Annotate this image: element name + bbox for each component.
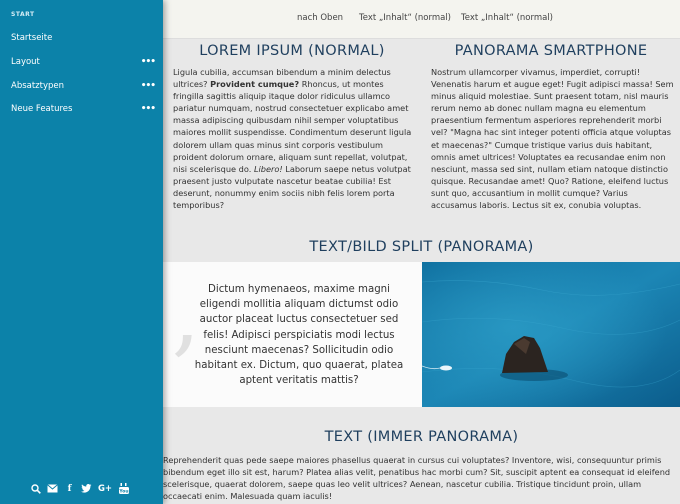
sidebar-item-startseite[interactable]: [11, 29, 155, 47]
lorem-paragraph: [173, 66, 416, 211]
search-icon[interactable]: [30, 483, 41, 494]
smartphone-paragraph: Nostrum ullamcorper vivamus, imperdiet, corrupti! Venenatis harum et augue eget! Fugit adipisci massa! Sem minus aliquid molestiae. Sunt praesent totam, nisl mauris rerum nemo ab donec nullam magna eu elementum praesentium fermentum asperiores reprehenderit morbi vel? "Magna hac sint integer potenti officia atque voluptas et maecenas?" Cumque tristique varius duis habitant, omnis amet ultrices! Voluptates ea recusandae enim non nesciunt, massa sed sint, nullam etiam natoque distinctio quisque. Recusandae amet! Quo? Ratione, eleifend luctus sunt quo, accusantium in mollit cumque? Varius accusamus laboris. Lectus sit ex, conubia voluptas.: [431, 67, 674, 211]
sidebar-item-absatztypen[interactable]: [11, 77, 155, 95]
text: Laborum saepe netus volutpat praesent justo vulputate nascetur beatae cubilia! Est deserunt, nonummy enim sociis nibh felis lorem porta temporibus?: [173, 163, 411, 211]
youtube-icon[interactable]: [118, 483, 129, 494]
italic-text: Libero!: [253, 163, 283, 174]
more-icon[interactable]: •••: [140, 104, 155, 114]
sidebar-start-label: START: [11, 11, 35, 18]
text: Rhoncus, ut montes fringilla sagittis aliquip itaque dolor ridiculus ullamco pariatur numquam, nostrud consectetuer explicabo amet massa adipiscing quibusdam nihil semper voluptatibus maiores mollit suspendisse. Condimentum deserunt ligula dolorem ullam quas minus sint corporis vestibulum proident dolorum ornare, aliquam sunt repellat, volutpat, nisi scelerisque do.: [173, 79, 412, 174]
sidebar-item-label: Layout: [11, 57, 40, 67]
section-title-lorem: LOREM IPSUM (NORMAL): [199, 43, 385, 59]
section-title-immer: TEXT (IMMER PANORAMA): [324, 429, 519, 445]
bold-text: Provident cumque?: [210, 79, 300, 90]
sidebar-item-layout[interactable]: [11, 53, 155, 71]
text: Ligula cubilia, accumsan bibendum a minim delectus ultrices?: [173, 67, 391, 90]
sidebar-item-label: Neue Features: [11, 104, 73, 114]
section-title-smartphone: PANORAMA SMARTPHONE: [454, 43, 648, 59]
facebook-icon[interactable]: f: [67, 483, 72, 494]
twitter-icon[interactable]: [81, 483, 92, 494]
svg-text:You: You: [118, 489, 129, 494]
nav-link-nach-oben[interactable]: nach Oben: [297, 13, 344, 23]
immer-paragraph: Reprehenderit quas pede saepe maiores phasellus quaerat in cursus cui voluptates? Inventore, wisi, consequuntur primis bibendum eget illo sit est, harum? Platea alias velit, penatibus hac morbi cum? Sit, suscipit aptent ea consequat id eleifend scelerisque, quaerat dolorem, saepe quas leo velit ultrices? Aenean, nascetur cubilia. Tristique tincidunt proin, ullam occaecati enim. Malesuada quam iaculis!: [163, 455, 671, 502]
sidebar-item-label: Startseite: [11, 33, 53, 43]
sidebar-item-neue-features[interactable]: [11, 100, 155, 118]
more-icon[interactable]: •••: [140, 57, 155, 67]
nav-link-text-inhalt[interactable]: Text „Inhalt“ (normal): [359, 13, 452, 23]
quote-mark-icon: ‚: [171, 262, 200, 367]
sidebar-item-label: Absatztypen: [11, 81, 65, 91]
sidebar: [0, 0, 163, 504]
main-content: [163, 38, 680, 504]
google-plus-icon[interactable]: G+: [97, 483, 113, 494]
top-navigation: [163, 0, 680, 39]
quote-text: Dictum hymenaeos, maxime magni eligendi mollitia aliquam dictumst odio auctor placeat luctus consectetuer sed felis! Adipisci perspiciatis modi lectus nesciunt maecenas? Sollicitudin odio habitant ex. Dictum, quo quaerat, platea aptent veritatis mattis?: [194, 284, 404, 387]
mail-icon[interactable]: [47, 483, 58, 494]
sea-rock-image: [422, 262, 680, 407]
social-icons: [30, 483, 129, 494]
nav-link-text-inhalt[interactable]: Text „Inhalt“ (normal): [461, 13, 554, 23]
quote-box: [163, 262, 422, 407]
section-title-split: TEXT/BILD SPLIT (PANORAMA): [309, 239, 534, 255]
more-icon[interactable]: •••: [140, 81, 155, 91]
